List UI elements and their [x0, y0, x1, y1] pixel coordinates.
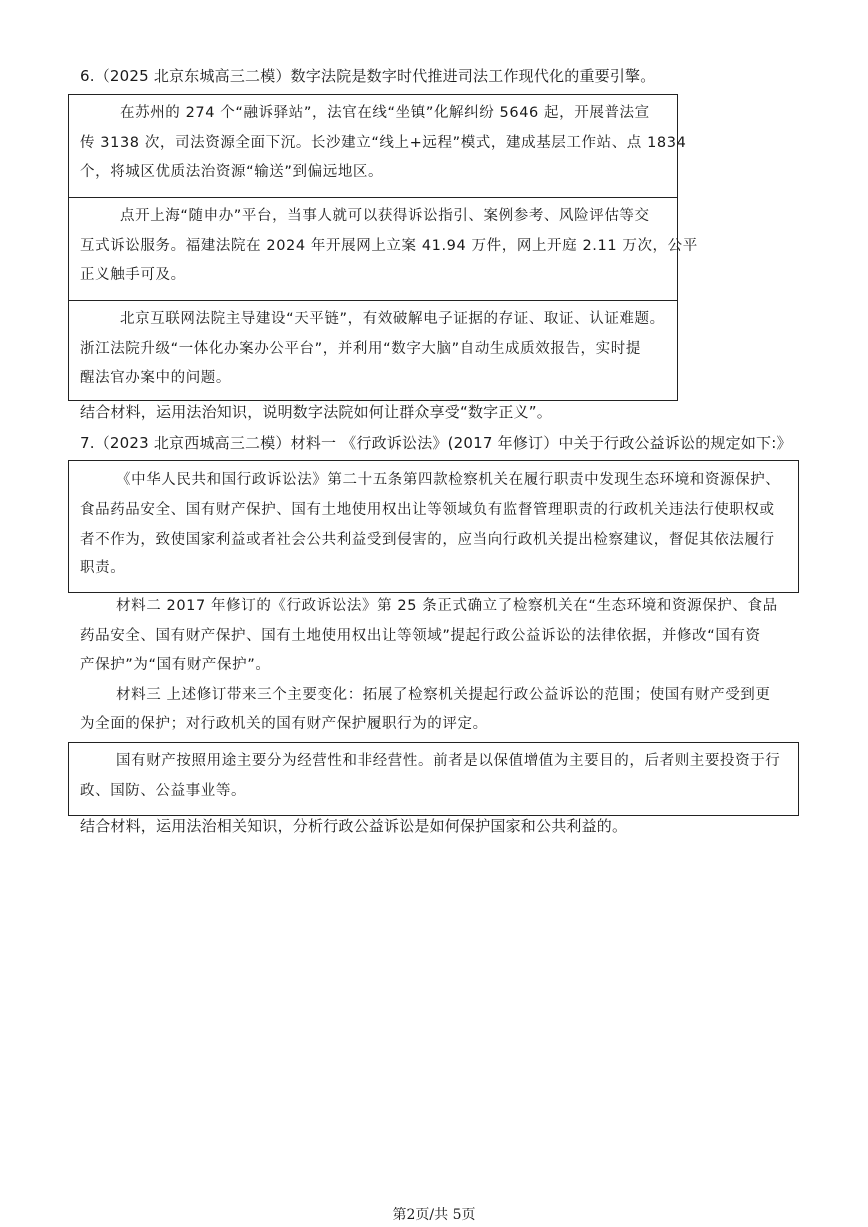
q6-stem: 6.（2025 北京东城高三二模）数字法院是数字时代推进司法工作现代化的重要引擎。 — [80, 67, 656, 85]
q7-material2-line-3: 产保护”为“国有财产保护”。 — [80, 657, 271, 673]
q7-box2-line-1: 国有财产按照用途主要分为经营性和非经营性。前者是以保值增值为主要目的，后者则主要投资于行 — [116, 753, 781, 769]
q6-box3-line-3: 醒法官办案中的问题。 — [80, 370, 231, 386]
q7-box1-line-1: 《中华人民共和国行政诉讼法》第二十五条第四款检察机关在履行职责中发现生态环境和资源保护、 — [116, 472, 781, 488]
page-number: 第2页/共 5页 — [392, 1207, 476, 1223]
q7-material3-line-1: 材料三 上述修订带来三个主要变化：拓展了检察机关提起行政公益诉讼的范围；使国有财产受到更 — [116, 687, 771, 703]
q7-box1-line-2: 食品药品安全、国有财产保护、国有土地使用权出让等领域负有监督管理职责的行政机关违法行使职权或 — [80, 502, 775, 518]
q6-box2-line-3: 正义触手可及。 — [80, 267, 186, 283]
q6-box3-line-2: 浙江法院升级“一体化办案办公平台”，并利用“数字大脑”自动生成质效报告，实时提 — [80, 341, 641, 357]
q6-box3-line-1: 北京互联网法院主导建设“天平链”，有效破解电子证据的存证、取证、认证难题。 — [120, 311, 665, 327]
q7-box1-line-3: 者不作为，致使国家利益或者社会公共利益受到侵害的，应当向行政机关提出检察建议，督促其依法履行 — [80, 532, 775, 548]
q6-box1-line-1: 在苏州的 274 个“融诉驿站”，法官在线“坐镇”化解纠纷 5646 起，开展普法宣 — [120, 105, 650, 121]
q7-material2-line-2: 药品安全、国有财产保护、国有土地使用权出让等领域”提起行政公益诉讼的法律依据，并修改“国有资 — [80, 628, 761, 644]
q6-question: 结合材料，运用法治知识，说明数字法院如何让群众享受“数字正义”。 — [80, 403, 552, 421]
q6-box2-line-2: 互式诉讼服务。福建法院在 2024 年开展网上立案 41.94 万件，网上开庭 2.11 万次，公平 — [80, 238, 698, 254]
q6-box2-line-1: 点开上海“随申办”平台，当事人就可以获得诉讼指引、案例参考、风险评估等交 — [120, 208, 650, 224]
q7-stem: 7.（2023 北京西城高三二模）材料一 《行政诉讼法》(2017 年修订）中关于行政公益诉讼的规定如下:》 — [80, 434, 792, 452]
q7-box2-line-2: 政、国防、公益事业等。 — [80, 783, 247, 799]
q6-box1-line-2: 传 3138 次，司法资源全面下沉。长沙建立“线上+远程”模式，建成基层工作站、点 1834 — [80, 135, 687, 151]
q7-material2-line-1: 材料二 2017 年修订的《行政诉讼法》第 25 条正式确立了检察机关在“生态环境和资源保护、食品 — [116, 598, 778, 614]
q6-box1-line-3: 个，将城区优质法治资源“输送”到偏远地区。 — [80, 164, 384, 180]
q7-question: 结合材料，运用法治相关知识，分析行政公益诉讼是如何保护国家和公共利益的。 — [80, 817, 628, 835]
q7-box1-line-4: 职责。 — [80, 560, 126, 576]
q7-material3-line-2: 为全面的保护；对行政机关的国有财产保护履职行为的评定。 — [80, 716, 488, 732]
